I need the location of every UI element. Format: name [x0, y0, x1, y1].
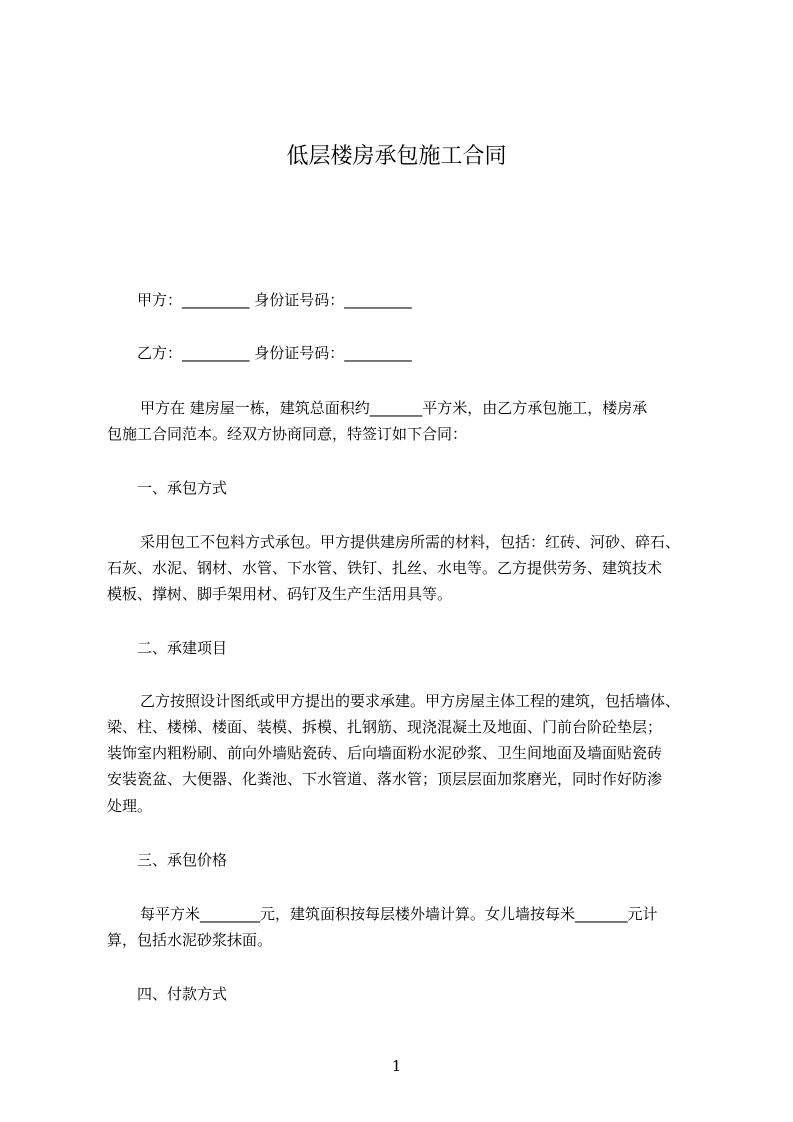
section-3-line: 算，包括水泥砂浆抹面。: [107, 931, 273, 949]
section-heading-projects: 二、承建项目: [137, 639, 228, 657]
section-heading-payment-mode: 一、承包方式: [137, 479, 228, 497]
intro-line: 包施工合同范本。经双方协商同意，特签订如下合同：: [107, 425, 468, 443]
section-heading-payment: 四、付款方式: [137, 985, 228, 1003]
intro-line: 甲方在 建房屋一栋，建筑总面积约_______平方米，由乙方承包施工，楼房承: [140, 399, 648, 417]
section-1-line: 石灰、水泥、钢材、水管、下水管、铁钉、扎丝、水电等。乙方提供劳务、建筑技术: [107, 559, 663, 577]
document-title: 低层楼房承包施工合同: [286, 144, 507, 169]
party-a-line: 甲方：_________ 身份证号码：_________: [137, 291, 412, 309]
section-2-line: 安装瓷盆、大便器、化粪池、下水管道、落水管；顶层层面加浆磨光，同时作好防渗: [107, 770, 663, 788]
page-number: 1: [391, 1057, 402, 1075]
section-1-line: 模板、撑树、脚手架用材、码钉及生产生活用具等。: [107, 585, 453, 603]
party-b-line: 乙方：_________ 身份证号码：_________: [137, 344, 412, 362]
section-heading-price: 三、承包价格: [137, 851, 228, 869]
section-3-line: 每平方米________元，建筑面积按每层楼外墙计算。女儿墙按每米_______元计: [140, 905, 658, 923]
section-2-line: 乙方按照设计图纸或甲方提出的要求承建。甲方房屋主体工程的建筑，包括墙体、: [140, 692, 681, 710]
section-2-line: 装饰室内粗粉刷、前向外墙贴瓷砖、后向墙面粉水泥砂浆、卫生间地面及墙面贴瓷砖: [107, 744, 663, 762]
section-2-line: 梁、柱、楼梯、楼面、装模、拆模、扎钢筋、现浇混凝土及地面、门前台阶砼垫层；: [107, 718, 663, 736]
section-1-line: 采用包工不包料方式承包。甲方提供建房所需的材料，包括：红砖、河砂、碎石、: [140, 533, 681, 551]
section-2-line: 处理。: [107, 797, 153, 815]
